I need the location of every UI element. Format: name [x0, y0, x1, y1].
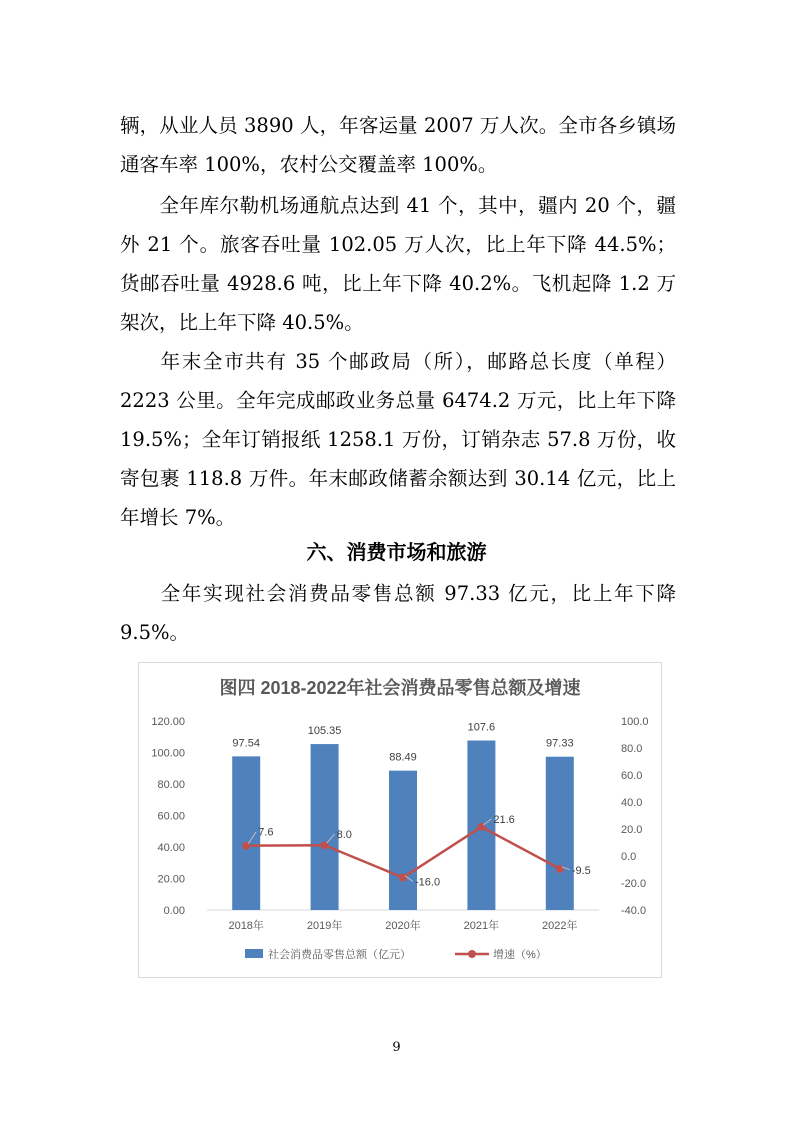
- bar-5: [546, 757, 574, 910]
- bar-2: [311, 744, 339, 910]
- growth-value-label: 21.6: [493, 813, 515, 826]
- left-axis-tick: 80.00: [157, 779, 185, 791]
- growth-value-label: 8.0: [336, 829, 352, 842]
- bar-1: [232, 756, 260, 910]
- left-axis-tick: 120.00: [151, 716, 185, 728]
- bar-value-label: 88.49: [389, 751, 417, 764]
- left-axis-tick: 40.00: [157, 842, 185, 854]
- growth-value-label: -9.5: [571, 864, 591, 877]
- chart-canvas: [139, 663, 661, 977]
- paragraph-airport: 全年库尔勒机场通航点达到 41 个，其中，疆内 20 个，疆外 21 个。旅客吞吐量 102.05 万人次，比上年下降 44.5%；货邮吞吐量 4928.6 吨，比上年下降 40.2%。飞机起降 1.2 万架次，比上年下降 40.5%。: [120, 194, 676, 334]
- chart-title: 图四 2018-2022年社会消费品零售总额及增速: [219, 678, 581, 698]
- category-label: 2021年: [463, 920, 500, 932]
- left-axis-tick: 20.00: [157, 873, 185, 886]
- growth-point-3: [399, 874, 407, 882]
- bar-value-label: 97.33: [546, 737, 574, 750]
- category-label: 2019年: [306, 920, 343, 932]
- legend-bar-label: 社会消费品零售总额（亿元）: [268, 949, 411, 961]
- paragraph-retail: 全年实现社会消费品零售总额 97.33 亿元，比上年下降 9.5%。: [120, 582, 676, 644]
- page-number: 9: [392, 1040, 401, 1055]
- growth-point-5: [556, 865, 564, 873]
- bar-3: [389, 771, 417, 910]
- right-axis-tick: 0.0: [621, 851, 637, 863]
- growth-value-label: 7.6: [258, 826, 274, 839]
- right-axis-tick: -40.0: [621, 905, 647, 917]
- left-axis-tick: 0.00: [163, 905, 185, 917]
- category-label: 2022年: [542, 920, 578, 932]
- legend-line-marker: [468, 950, 476, 958]
- right-axis-tick: 80.0: [621, 743, 643, 755]
- bar-value-label: 97.54: [232, 737, 260, 750]
- right-axis-tick: -20.0: [621, 878, 647, 890]
- right-axis-tick: 100.0: [621, 716, 649, 728]
- bar-value-label: 105.35: [307, 725, 342, 738]
- retail-sales-chart: [138, 662, 662, 978]
- legend-line-label: 增速（%）: [493, 949, 547, 961]
- right-axis-tick: 20.0: [621, 824, 643, 836]
- category-label: 2020年: [385, 920, 421, 932]
- paragraph-postal: 年末全市共有 35 个邮政局（所），邮路总长度（单程）2223 公里。全年完成邮政业务总量 6474.2 万元，比上年下降 19.5%；全年订销报纸 1258.1 万份，订销杂志 57.8 万份，收寄包裹 118.8 万件。年末邮政储蓄余额达到 30.14 亿元，比上年增长 7%。: [120, 350, 676, 529]
- paragraph-road-transport: 辆，从业人员 3890 人，年客运量 2007 万人次。全市各乡镇场通客车率 100%，农村公交覆盖率 100%。: [120, 114, 676, 176]
- right-axis-tick: 40.0: [621, 797, 643, 809]
- legend-bar-swatch: [245, 949, 263, 958]
- growth-value-label: -16.0: [415, 876, 441, 889]
- bar-value-label: 107.6: [467, 721, 496, 734]
- category-label: 2018年: [228, 920, 264, 932]
- right-axis-tick: 60.0: [621, 770, 643, 782]
- left-axis-tick: 60.00: [157, 810, 185, 823]
- left-axis-tick: 100.00: [151, 747, 185, 760]
- section-heading: 六、消费市场和旅游: [306, 540, 487, 564]
